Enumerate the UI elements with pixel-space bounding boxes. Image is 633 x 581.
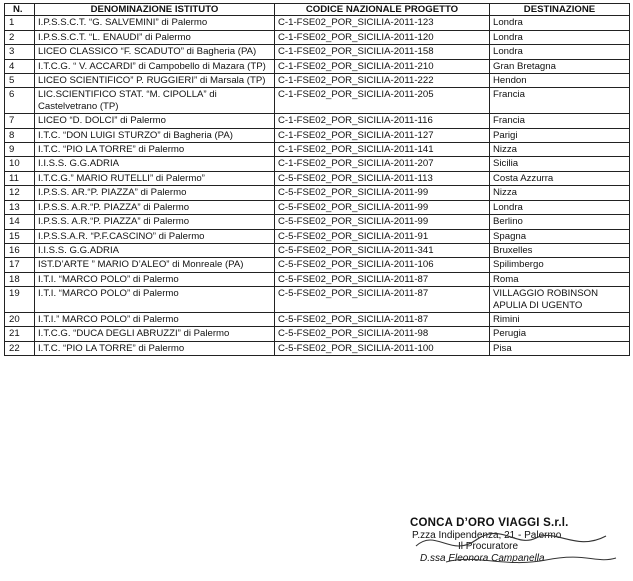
row-number-cell: 14	[5, 215, 35, 229]
destination-cell: Spilimbergo	[490, 258, 630, 272]
row-number-cell: 18	[5, 272, 35, 286]
institute-name-cell: LICEO SCIENTIFICO” P. RUGGIERI” di Marsala (TP)	[35, 74, 275, 88]
row-number-cell: 20	[5, 312, 35, 326]
project-code-cell: C-5-FSE02_POR_SICILIA-2011-99	[275, 200, 490, 214]
table-row	[5, 74, 630, 88]
table-row	[5, 243, 630, 257]
row-number-cell: 2	[5, 30, 35, 44]
table-row	[5, 287, 630, 313]
destination-cell: Nizza	[490, 143, 630, 157]
table-row	[5, 341, 630, 355]
project-code-cell: C-5-FSE02_POR_SICILIA-2011-99	[275, 215, 490, 229]
destination-cell: Spagna	[490, 229, 630, 243]
row-number-cell: 12	[5, 186, 35, 200]
project-code-cell: C-5-FSE02_POR_SICILIA-2011-87	[275, 312, 490, 326]
table-row	[5, 30, 630, 44]
row-number-cell: 4	[5, 59, 35, 73]
project-code-cell: C-1-FSE02_POR_SICILIA-2011-207	[275, 157, 490, 171]
destination-cell: Londra	[490, 200, 630, 214]
table-row	[5, 45, 630, 59]
company-name: CONCA D’ORO VIAGGI S.r.l.	[410, 517, 569, 529]
row-number-cell: 9	[5, 143, 35, 157]
table-row	[5, 272, 630, 286]
footer-signature-block	[406, 518, 626, 564]
project-code-cell: C-5-FSE02_POR_SICILIA-2011-98	[275, 327, 490, 341]
project-code-cell: C-1-FSE02_POR_SICILIA-2011-222	[275, 74, 490, 88]
table-row	[5, 215, 630, 229]
destination-cell: Costa Azzurra	[490, 171, 630, 185]
table-row	[5, 128, 630, 142]
table-row	[5, 88, 630, 114]
destination-cell: Francia	[490, 88, 630, 114]
table-header-row	[5, 4, 630, 16]
row-number-cell: 13	[5, 200, 35, 214]
row-number-cell: 5	[5, 74, 35, 88]
destination-cell: VILLAGGIO ROBINSON APULIA DI UGENTO	[490, 287, 630, 313]
project-code-cell: C-5-FSE02_POR_SICILIA-2011-87	[275, 287, 490, 313]
destination-cell: Bruxelles	[490, 243, 630, 257]
signatory-role: Il Procuratore	[458, 541, 519, 552]
project-code-cell: C-5-FSE02_POR_SICILIA-2011-99	[275, 186, 490, 200]
table-body	[5, 16, 630, 356]
destination-cell: Pisa	[490, 341, 630, 355]
row-number-cell: 19	[5, 287, 35, 313]
table-row	[5, 312, 630, 326]
project-code-cell: C-1-FSE02_POR_SICILIA-2011-158	[275, 45, 490, 59]
institute-name-cell: I.P.S.S.C.T. “L. ENAUDI” di Palermo	[35, 30, 275, 44]
institute-name-cell: I.I.S.S. G.G.ADRIA	[35, 243, 275, 257]
destination-cell: Sicilia	[490, 157, 630, 171]
institute-name-cell: I.T.C. “DON LUIGI STURZO” di Bagheria (PA)	[35, 128, 275, 142]
institute-name-cell: I.T.I.” MARCO POLO” di Palermo	[35, 312, 275, 326]
row-number-cell: 21	[5, 327, 35, 341]
project-code-cell: C-5-FSE02_POR_SICILIA-2011-341	[275, 243, 490, 257]
header-destination: DESTINAZIONE	[490, 4, 630, 16]
row-number-cell: 17	[5, 258, 35, 272]
destinations-table	[4, 3, 630, 356]
destination-cell: Gran Bretagna	[490, 59, 630, 73]
institute-name-cell: I.P.S.S.A.R. “P.F.CASCINO” di Palermo	[35, 229, 275, 243]
project-code-cell: C-5-FSE02_POR_SICILIA-2011-106	[275, 258, 490, 272]
destination-cell: Londra	[490, 16, 630, 30]
table-row	[5, 143, 630, 157]
row-number-cell: 15	[5, 229, 35, 243]
institute-name-cell: IST.D’ARTE ” MARIO D’ALEO” di Monreale (PA)	[35, 258, 275, 272]
table-row	[5, 186, 630, 200]
project-code-cell: C-5-FSE02_POR_SICILIA-2011-87	[275, 272, 490, 286]
institute-name-cell: I.T.C.G. “DUCA DEGLI ABRUZZI” di Palermo	[35, 327, 275, 341]
project-code-cell: C-5-FSE02_POR_SICILIA-2011-100	[275, 341, 490, 355]
table-row	[5, 229, 630, 243]
institute-name-cell: I.T.C. “PIO LA TORRE” di Palermo	[35, 143, 275, 157]
company-address: P.zza Indipendenza, 21 - Palermo	[412, 529, 562, 541]
institute-name-cell: LICEO CLASSICO “F. SCADUTO” di Bagheria (PA)	[35, 45, 275, 59]
institute-name-cell: I.P.S.S. A.R.“P. PIAZZA” di Palermo	[35, 200, 275, 214]
institute-name-cell: I.P.S.S. A.R.“P. PIAZZA” di Palermo	[35, 215, 275, 229]
row-number-cell: 11	[5, 171, 35, 185]
row-number-cell: 7	[5, 114, 35, 128]
row-number-cell: 1	[5, 16, 35, 30]
institute-name-cell: I.P.S.S. AR.“P. PIAZZA” di Palermo	[35, 186, 275, 200]
project-code-cell: C-1-FSE02_POR_SICILIA-2011-116	[275, 114, 490, 128]
table-row	[5, 171, 630, 185]
institute-name-cell: LIC.SCIENTIFICO STAT. “M. CIPOLLA” di Castelvetrano (TP)	[35, 88, 275, 114]
destination-cell: Rimini	[490, 312, 630, 326]
institute-name-cell: I.T.C.G. “ V. ACCARDI” di Campobello di Mazara (TP)	[35, 59, 275, 73]
institute-name-cell: I.I.S.S. G.G.ADRIA	[35, 157, 275, 171]
project-code-cell: C-1-FSE02_POR_SICILIA-2011-123	[275, 16, 490, 30]
project-code-cell: C-1-FSE02_POR_SICILIA-2011-205	[275, 88, 490, 114]
table-row	[5, 258, 630, 272]
table-row	[5, 114, 630, 128]
table-row	[5, 200, 630, 214]
project-code-cell: C-1-FSE02_POR_SICILIA-2011-120	[275, 30, 490, 44]
signatory-name: D.ssa Eleonora Campanella	[420, 552, 545, 564]
institute-name-cell: LICEO “D. DOLCI” di Palermo	[35, 114, 275, 128]
row-number-cell: 22	[5, 341, 35, 355]
row-number-cell: 6	[5, 88, 35, 114]
institute-name-cell: I.P.S.S.C.T. “G. SALVEMINI” di Palermo	[35, 16, 275, 30]
destination-cell: Londra	[490, 30, 630, 44]
row-number-cell: 8	[5, 128, 35, 142]
institute-name-cell: I.T.I. “MARCO POLO” di Palermo	[35, 272, 275, 286]
header-institute: DENOMINAZIONE ISTITUTO	[35, 4, 275, 16]
table-row	[5, 157, 630, 171]
destination-cell: Perugia	[490, 327, 630, 341]
table-row	[5, 327, 630, 341]
destination-cell: Nizza	[490, 186, 630, 200]
institute-name-cell: I.T.C.G.” MARIO RUTELLI” di Palermo”	[35, 171, 275, 185]
row-number-cell: 3	[5, 45, 35, 59]
header-project-code: CODICE NAZIONALE PROGETTO	[275, 4, 490, 16]
header-number: N.	[5, 4, 35, 16]
destination-cell: Hendon	[490, 74, 630, 88]
project-code-cell: C-1-FSE02_POR_SICILIA-2011-127	[275, 128, 490, 142]
row-number-cell: 10	[5, 157, 35, 171]
table-row	[5, 16, 630, 30]
project-code-cell: C-1-FSE02_POR_SICILIA-2011-210	[275, 59, 490, 73]
table-row	[5, 59, 630, 73]
destination-cell: Berlino	[490, 215, 630, 229]
project-code-cell: C-5-FSE02_POR_SICILIA-2011-113	[275, 171, 490, 185]
destination-cell: Londra	[490, 45, 630, 59]
institute-name-cell: I.T.C. “PIO LA TORRE” di Palermo	[35, 341, 275, 355]
destination-cell: Parigi	[490, 128, 630, 142]
row-number-cell: 16	[5, 243, 35, 257]
destination-cell: Francia	[490, 114, 630, 128]
project-code-cell: C-5-FSE02_POR_SICILIA-2011-91	[275, 229, 490, 243]
institute-name-cell: I.T.I. “MARCO POLO” di Palermo	[35, 287, 275, 313]
project-code-cell: C-1-FSE02_POR_SICILIA-2011-141	[275, 143, 490, 157]
destination-cell: Roma	[490, 272, 630, 286]
